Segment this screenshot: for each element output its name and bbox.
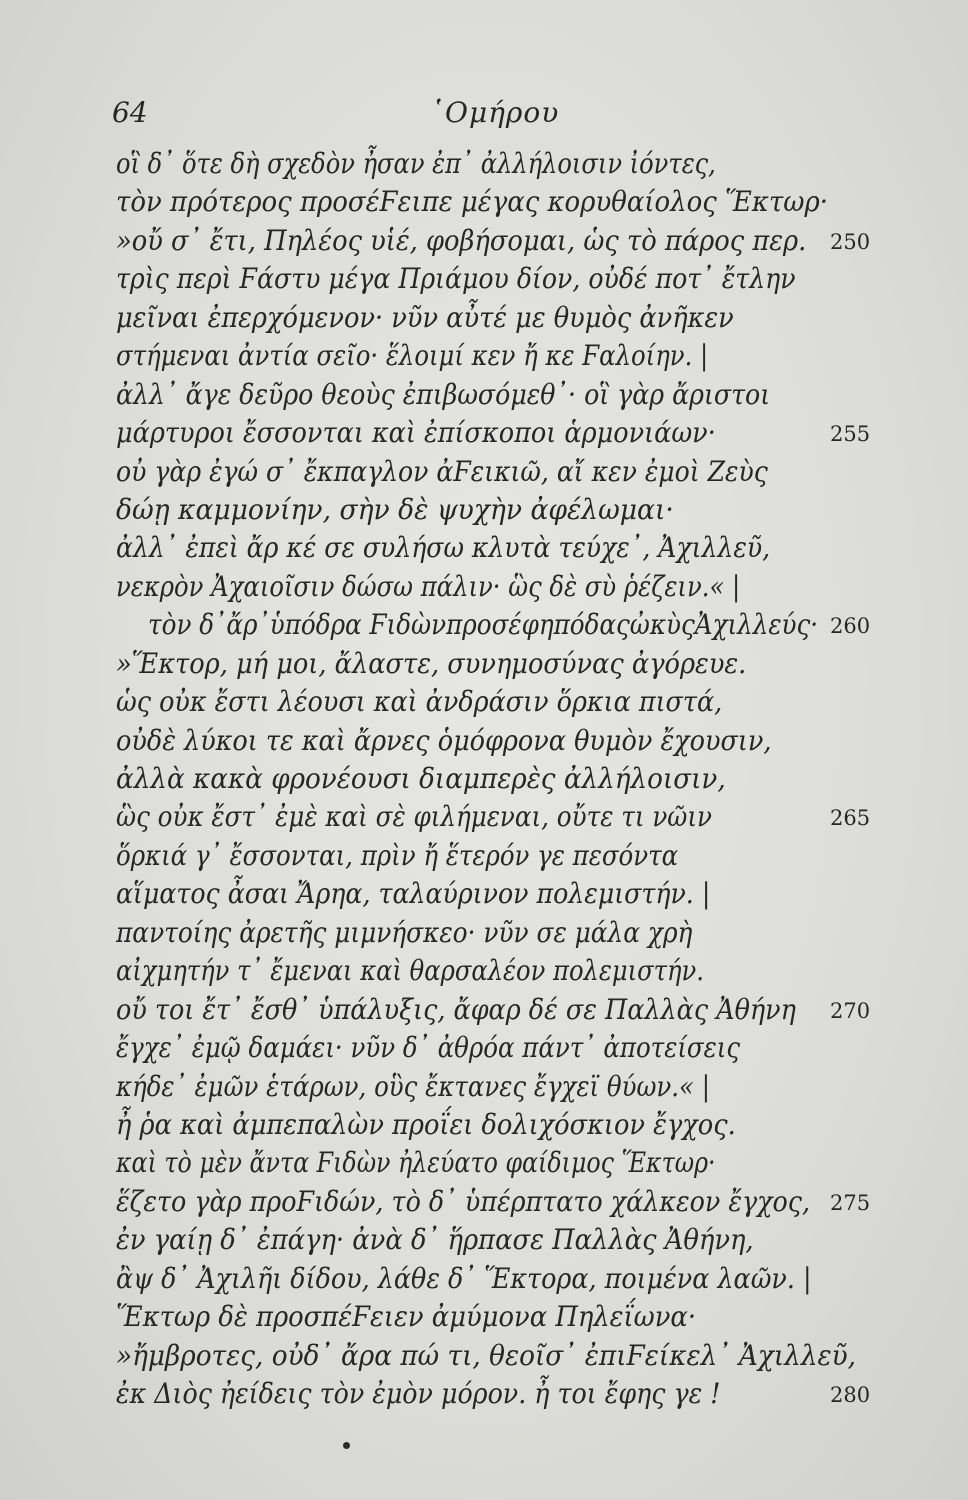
verse-line: καὶ τὸ μὲν ἄντα Ϝιδὼν ἠλεύατο φαίδιμος Ἕκτωρ· (116, 1146, 716, 1180)
verse-line: ἀλλ᾽ ἐπεὶ ἄρ κέ σε συλήσω κλυτὰ τεύχε᾽, Ἀχιλλεῦ, (116, 531, 771, 565)
verse-line: νεκρὸν Ἀχαιοῖσιν δώσω πάλιν· ὣς δὲ σὺ ῥέζειν.« | (116, 569, 741, 603)
verse-line: δώῃ καμμονίην, σὴν δὲ ψυχὴν ἀφέλωμαι· (116, 492, 674, 526)
verse-line: οἳ δ᾽ ὅτε δὴ σχεδὸν ἦσαν ἐπ᾽ ἀλλήλοισιν ἰόντες, (116, 147, 716, 180)
verse-line: αἰχμητήν τ᾽ ἔμεναι καὶ θαρσαλέον πολεμιστήν. (116, 954, 704, 988)
verse-line: οὐδὲ λύκοι τε καὶ ἄρνες ὁμόφρονα θυμὸν ἔχουσιν, (116, 723, 772, 757)
line-number: 275 (830, 1190, 871, 1215)
verse-line: αἵματος ἆσαι Ἄρηα, ταλαύρινον πολεμιστήν. | (116, 877, 711, 911)
verse-line: ἕζετο γὰρ προϜιδών, τὸ δ᾽ ὑπέρπτατο χάλκεον ἔγχος, (116, 1184, 811, 1218)
verse-line: ὅρκιά γ᾽ ἔσσονται, πρὶν ἤ ἕτερόν γε πεσόντα (116, 838, 679, 872)
verse-line: τὸν δ᾽ἄρ᾽ὑπόδρα ϜιδὼνπροσέφηπόδαςὠκὺςἈχιλλεύς· (148, 608, 819, 642)
verse-line: »οὔ σ᾽ ἔτι, Πηλέος υἱέ, φοβήσομαι, ὡς τὸ πάρος περ. (116, 223, 807, 257)
line-number: 280 (830, 1383, 871, 1407)
verse-line: ἀλλὰ κακὰ φρονέουσι διαμπερὲς ἀλλήλοισιν, (116, 762, 726, 795)
verse-line: ὡς οὐκ ἔστι λέουσι καὶ ἀνδράσιν ὅρκια πιστά, (116, 685, 723, 719)
line-number: 260 (830, 614, 871, 639)
verse-line: ἦ ῥα καὶ ἀμπεπαλὼν προΐει δολιχόσκιον ἔγχος. (116, 1107, 736, 1141)
bullet-mark (343, 1442, 350, 1449)
verse-line: »ἤμβροτες, οὐδ᾽ ἄρα πώ τι, θεοῖσ᾽ ἐπιϜείκελ᾽ Ἀχιλλεῦ, (116, 1338, 857, 1372)
verse-line: ὣς οὐκ ἔστ᾽ ἐμὲ καὶ σὲ φιλήμεναι, οὔτε τι νῶιν (116, 800, 712, 834)
verse-line: Ἕκτωρ δὲ προσπέϜειεν ἀμύμονα Πηλεΐωνα· (116, 1300, 697, 1334)
verse-line: ἂψ δ᾽ Ἀχιλῆι δίδου, λάθε δ᾽ Ἕκτορα, ποιμένα λαῶν. | (116, 1261, 812, 1295)
verse-line: ἐν γαίῃ δ᾽ ἐπάγη· ἀνὰ δ᾽ ἥρπασε Παλλὰς Ἀθήνη, (116, 1223, 754, 1257)
verse-line: οὐ γὰρ ἐγώ σ᾽ ἔκπαγλον ἀϜεικιῶ, αἴ κεν ἐμοὶ Ζεὺς (116, 454, 768, 488)
line-number: 265 (830, 806, 871, 831)
verse-line: οὔ τοι ἔτ᾽ ἔσθ᾽ ὑπάλυξις, ἄφαρ δέ σε Παλλὰς Ἀθήνη (116, 992, 796, 1026)
verse-line: »Ἕκτορ, μή μοι, ἄλαστε, συνημοσύνας ἀγόρευε. (116, 646, 747, 680)
page-number: 64 (112, 96, 148, 129)
line-number: 270 (830, 998, 871, 1023)
verse-line: κήδε᾽ ἐμῶν ἑτάρων, οὓς ἔκτανες ἔγχεϊ θύων.« | (116, 1069, 711, 1103)
verse-line: μεῖναι ἐπερχόμενον· νῦν αὖτέ με θυμὸς ἀνῆκεν (116, 300, 734, 334)
line-number: 250 (830, 229, 871, 254)
verse-line: ἔγχε᾽ ἐμῷ δαμάει· νῦν δ᾽ ἀθρόα πάντ᾽ ἀποτείσεις (116, 1031, 741, 1065)
verse-line: τὸν πρότερος προσέϜειπε μέγας κορυθαίολος Ἕκτωρ· (116, 185, 828, 219)
line-number: 255 (830, 422, 871, 447)
verse-line: παντοίης ἀρετῆς μιμνήσκεο· νῦν σε μάλα χρὴ (116, 915, 693, 949)
verse-line: ἐκ Διὸς ἠείδεις τὸν ἐμὸν μόρον. ἦ τοι ἔφης γε ! (116, 1377, 721, 1410)
verse-line: τρὶς περὶ Ϝάστυ μέγα Πριάμου δίον, οὐδέ ποτ᾽ ἔτλην (116, 262, 796, 296)
running-head: ῾Ομήρου (430, 96, 560, 129)
verse-line: μάρτυροι ἔσσονται καὶ ἐπίσκοποι ἁρμονιάων· (116, 416, 716, 450)
verse-line: στήμεναι ἀντία σεῖο· ἕλοιμί κεν ἤ κε Ϝαλοίην. | (116, 339, 709, 373)
verse-line: ἀλλ᾽ ἄγε δεῦρο θεοὺς ἐπιβωσόμεθ᾽· οἳ γὰρ ἄριστοι (116, 377, 771, 411)
